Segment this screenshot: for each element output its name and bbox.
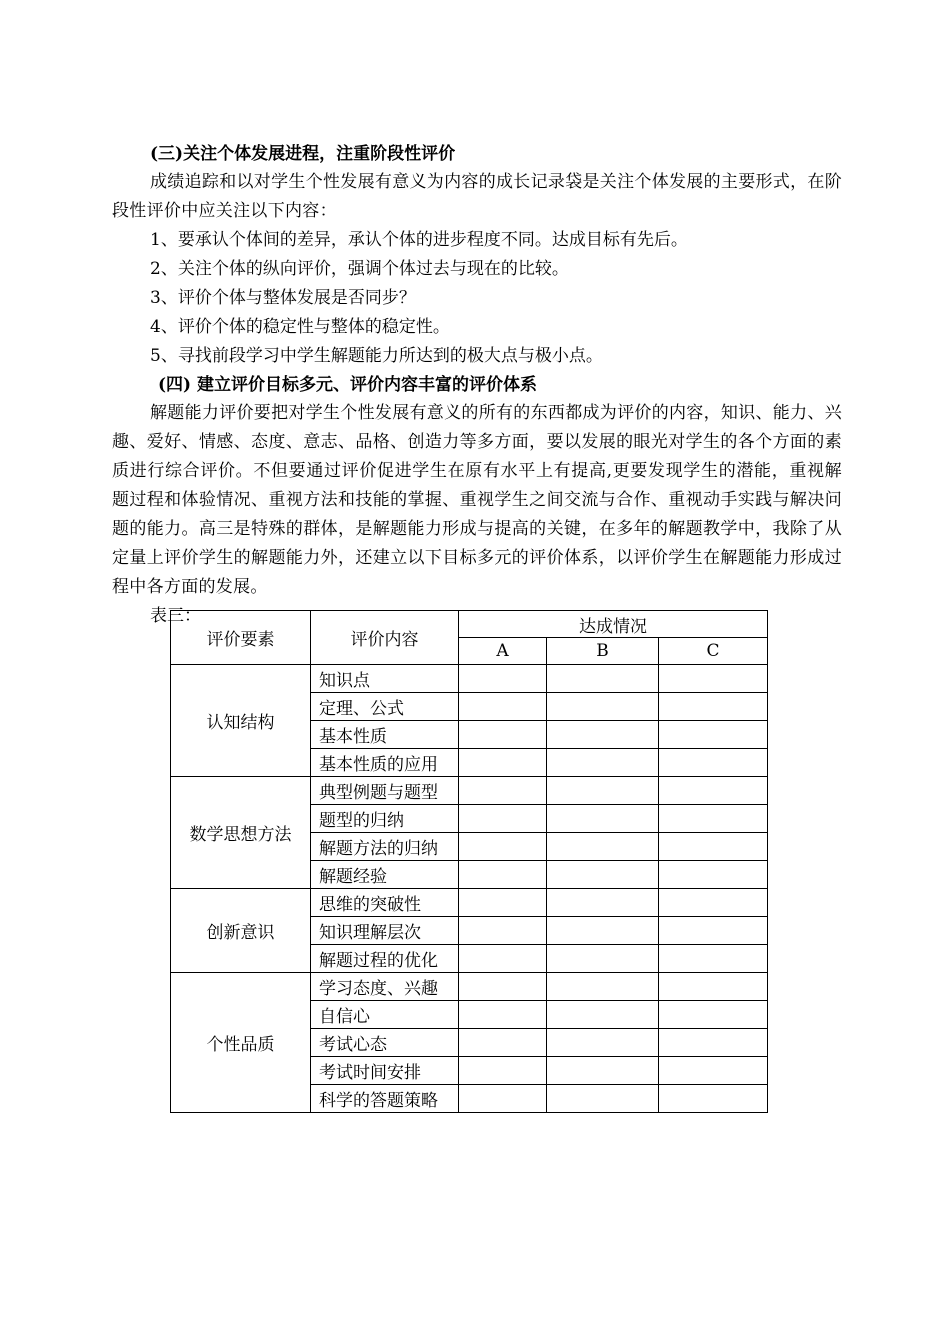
grade-b-cell [547, 917, 659, 945]
grade-a-cell [459, 917, 547, 945]
text-body [112, 140, 842, 631]
grade-a-cell [459, 1029, 547, 1057]
list-item: 3、评价个体与整体发展是否同步？ [150, 288, 416, 308]
table-caption: 表三： [150, 606, 201, 626]
grade-c-cell [659, 805, 768, 833]
section-3-heading: (三)关注个体发展进程，注重阶段性评价 [150, 144, 456, 164]
header-achievement: 达成情况 [459, 611, 768, 638]
grade-a-cell [459, 1085, 547, 1113]
evaluation-content-cell: 基本性质 [311, 721, 459, 749]
grade-b-cell [547, 1057, 659, 1085]
grade-b-cell [547, 1001, 659, 1029]
grade-c-cell [659, 749, 768, 777]
grade-a-cell [459, 749, 547, 777]
grade-a-cell [459, 777, 547, 805]
header-grade-a: A [459, 638, 547, 665]
grade-c-cell [659, 1085, 768, 1113]
grade-b-cell [547, 665, 659, 693]
grade-b-cell [547, 973, 659, 1001]
table-header-row [171, 611, 768, 638]
evaluation-content-cell: 基本性质的应用 [311, 749, 459, 777]
grade-a-cell [459, 1001, 547, 1029]
evaluation-content-cell: 解题方法的归纳 [311, 833, 459, 861]
evaluation-content-cell: 学习态度、兴趣 [311, 973, 459, 1001]
evaluation-content-cell: 典型例题与题型 [311, 777, 459, 805]
evaluation-content-cell: 解题过程的优化 [311, 945, 459, 973]
header-element: 评价要素 [171, 611, 311, 665]
table-row [171, 777, 768, 805]
header-content: 评价内容 [311, 611, 459, 665]
grade-c-cell [659, 945, 768, 973]
evaluation-element-cell: 认知结构 [171, 665, 311, 777]
grade-a-cell [459, 889, 547, 917]
evaluation-element-cell: 创新意识 [171, 889, 311, 973]
grade-c-cell [659, 917, 768, 945]
list-item: 4、评价个体的稳定性与整体的稳定性。 [150, 317, 450, 337]
grade-b-cell [547, 805, 659, 833]
grade-c-cell [659, 889, 768, 917]
evaluation-content-cell: 知识理解层次 [311, 917, 459, 945]
evaluation-table [170, 610, 768, 1113]
grade-b-cell [547, 889, 659, 917]
grade-c-cell [659, 693, 768, 721]
grade-c-cell [659, 1029, 768, 1057]
grade-b-cell [547, 1029, 659, 1057]
table-row [171, 889, 768, 917]
list-item: 2、关注个体的纵向评价，强调个体过去与现在的比较。 [150, 259, 569, 279]
grade-a-cell [459, 1057, 547, 1085]
evaluation-content-cell: 解题经验 [311, 861, 459, 889]
evaluation-element-cell: 个性品质 [171, 973, 311, 1113]
grade-a-cell [459, 973, 547, 1001]
grade-b-cell [547, 1085, 659, 1113]
grade-c-cell [659, 1057, 768, 1085]
header-grade-c: C [659, 638, 768, 665]
evaluation-content-cell: 定理、公式 [311, 693, 459, 721]
grade-c-cell [659, 777, 768, 805]
header-grade-b: B [547, 638, 659, 665]
grade-c-cell [659, 721, 768, 749]
grade-b-cell [547, 945, 659, 973]
evaluation-content-cell: 题型的归纳 [311, 805, 459, 833]
grade-b-cell [547, 749, 659, 777]
evaluation-content-cell: 考试心态 [311, 1029, 459, 1057]
evaluation-content-cell: 知识点 [311, 665, 459, 693]
evaluation-content-cell: 科学的答题策略 [311, 1085, 459, 1113]
grade-a-cell [459, 945, 547, 973]
grade-c-cell [659, 833, 768, 861]
grade-a-cell [459, 693, 547, 721]
grade-b-cell [547, 777, 659, 805]
section-4-heading: (四) 建立评价目标多元、评价内容丰富的评价体系 [158, 375, 538, 395]
evaluation-element-cell: 数学思想方法 [171, 777, 311, 889]
table-row [171, 973, 768, 1001]
grade-a-cell [459, 665, 547, 693]
evaluation-content-cell: 考试时间安排 [311, 1057, 459, 1085]
grade-c-cell [659, 1001, 768, 1029]
section-3-intro: 成绩追踪和以对学生个性发展有意义为内容的成长记录袋是关注个体发展的主要形式，在阶段性评价中应关注以下内容： [112, 172, 842, 221]
list-item: 1、要承认个体间的差异，承认个体的进步程度不同。达成目标有先后。 [150, 230, 688, 250]
grade-a-cell [459, 861, 547, 889]
evaluation-content-cell: 思维的突破性 [311, 889, 459, 917]
grade-c-cell [659, 973, 768, 1001]
section-4-paragraph: 解题能力评价要把对学生个性发展有意义的所有的东西都成为评价的内容，知识、能力、兴趣、爱好、情感、态度、意志、品格、创造力等多方面，要以发展的眼光对学生的各个方面的素质进行综合评价。不但要通过评价促进学生在原有水平上有提高,更要发现学生的潜能，重视解题过程和体验情况、重视方法和技能的掌握、重视学生之间交流与合作、重视动手实践与解决问题的能力。高三是特殊的群体，是解题能力形成与提高的关键，在多年的解题教学中，我除了从定量上评价学生的解题能力外，还建立以下目标多元的评价体系，以评价学生在解题能力形成过程中各方面的发展。 [112, 403, 842, 597]
grade-a-cell [459, 805, 547, 833]
grade-a-cell [459, 833, 547, 861]
grade-b-cell [547, 861, 659, 889]
grade-c-cell [659, 665, 768, 693]
evaluation-content-cell: 自信心 [311, 1001, 459, 1029]
list-item: 5、寻找前段学习中学生解题能力所达到的极大点与极小点。 [150, 346, 603, 366]
table-row [171, 665, 768, 693]
grade-b-cell [547, 721, 659, 749]
grade-b-cell [547, 693, 659, 721]
grade-c-cell [659, 861, 768, 889]
grade-b-cell [547, 833, 659, 861]
grade-a-cell [459, 721, 547, 749]
